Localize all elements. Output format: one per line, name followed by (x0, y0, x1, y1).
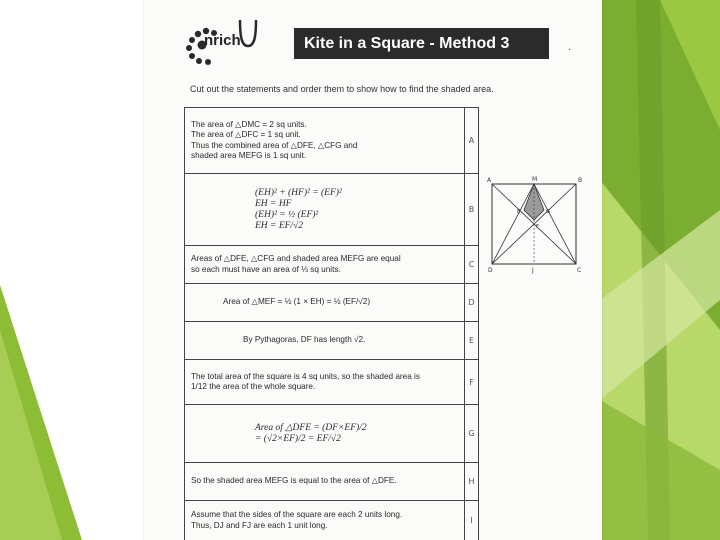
label-f: F (536, 224, 540, 230)
table-row (185, 500, 478, 540)
worksheet-title: Kite in a Square - Method 3 (294, 28, 549, 59)
table-row (185, 283, 478, 321)
table-row (185, 173, 478, 245)
statement-line: So the shaded area MEFG is equal to the area of △DFE. (191, 476, 397, 486)
row-label: G (468, 429, 475, 438)
statement-line: (EH)² = ½ (EF)² (255, 209, 319, 220)
logo-text: nrich (204, 32, 241, 49)
row-label: B (468, 205, 475, 214)
label-g: G (546, 209, 551, 215)
statement-line: shaded area MEFG is 1 sq unit. (191, 151, 307, 160)
statement-line: EH = HF (255, 198, 292, 209)
kite-in-square-diagram (482, 176, 594, 276)
statement-line: The total area of the square is 4 sq units, so the shaded area is (191, 371, 420, 381)
row-label: I (470, 516, 473, 525)
table-row (185, 245, 478, 283)
instruction-text: Cut out the statements and order them to show how to find the shaded area. (190, 84, 494, 94)
statement-line: Area of △MEF = ½ (1 × EH) = ½ (EF/√2) (223, 297, 371, 307)
statement-line: The area of △DMC = 2 sq units. (191, 119, 307, 129)
label-b: B (578, 177, 583, 184)
nrich-logo (182, 18, 302, 68)
table-row (185, 108, 478, 173)
table-row (185, 359, 478, 404)
table-row (185, 462, 478, 500)
statement-line: (EH)² + (HF)² = (EF)² (255, 187, 342, 198)
stray-mark: . (568, 42, 572, 53)
scanned-worksheet (144, 0, 602, 540)
statement-line: EH = EF/√2 (255, 220, 304, 231)
statement-table (184, 107, 479, 540)
label-d: D (488, 267, 493, 274)
row-label: C (468, 260, 475, 269)
table-row (185, 321, 478, 359)
statement-line: 1/12 the area of the whole square. (191, 382, 316, 391)
line-mc (534, 184, 576, 264)
line-md (492, 184, 534, 264)
row-label: D (468, 298, 475, 307)
label-m: M (532, 176, 538, 183)
label-c: C (577, 267, 582, 274)
table-row (185, 404, 478, 462)
statement-line: Thus the combined area of △DFE, △CFG and (191, 140, 358, 150)
statement-line: Assume that the sides of the square are each 2 units long. (191, 510, 403, 519)
label-j: J (532, 267, 534, 274)
row-label: F (469, 377, 474, 387)
row-label: H (468, 477, 475, 486)
statement-line: By Pythagoras, DF has length √2. (243, 335, 366, 345)
statement-line: Areas of △DFE, △CFG and shaded area MEFG are equal (191, 254, 401, 263)
label-a: A (487, 177, 492, 184)
statement-line: Area of △DFE = (DF×EF)/2 (255, 422, 367, 433)
row-label: E (468, 336, 475, 345)
statement-line: The area of △DFC = 1 sq unit. (191, 130, 301, 139)
statement-line: so each must have an area of ⅓ sq units. (191, 264, 341, 274)
statement-line: = (√2×EF)/2 = EF/√2 (255, 433, 341, 444)
statement-line: Thus, DJ and FJ are each 1 unit long. (191, 520, 328, 530)
label-e: E (517, 209, 521, 215)
row-label: A (468, 136, 475, 145)
